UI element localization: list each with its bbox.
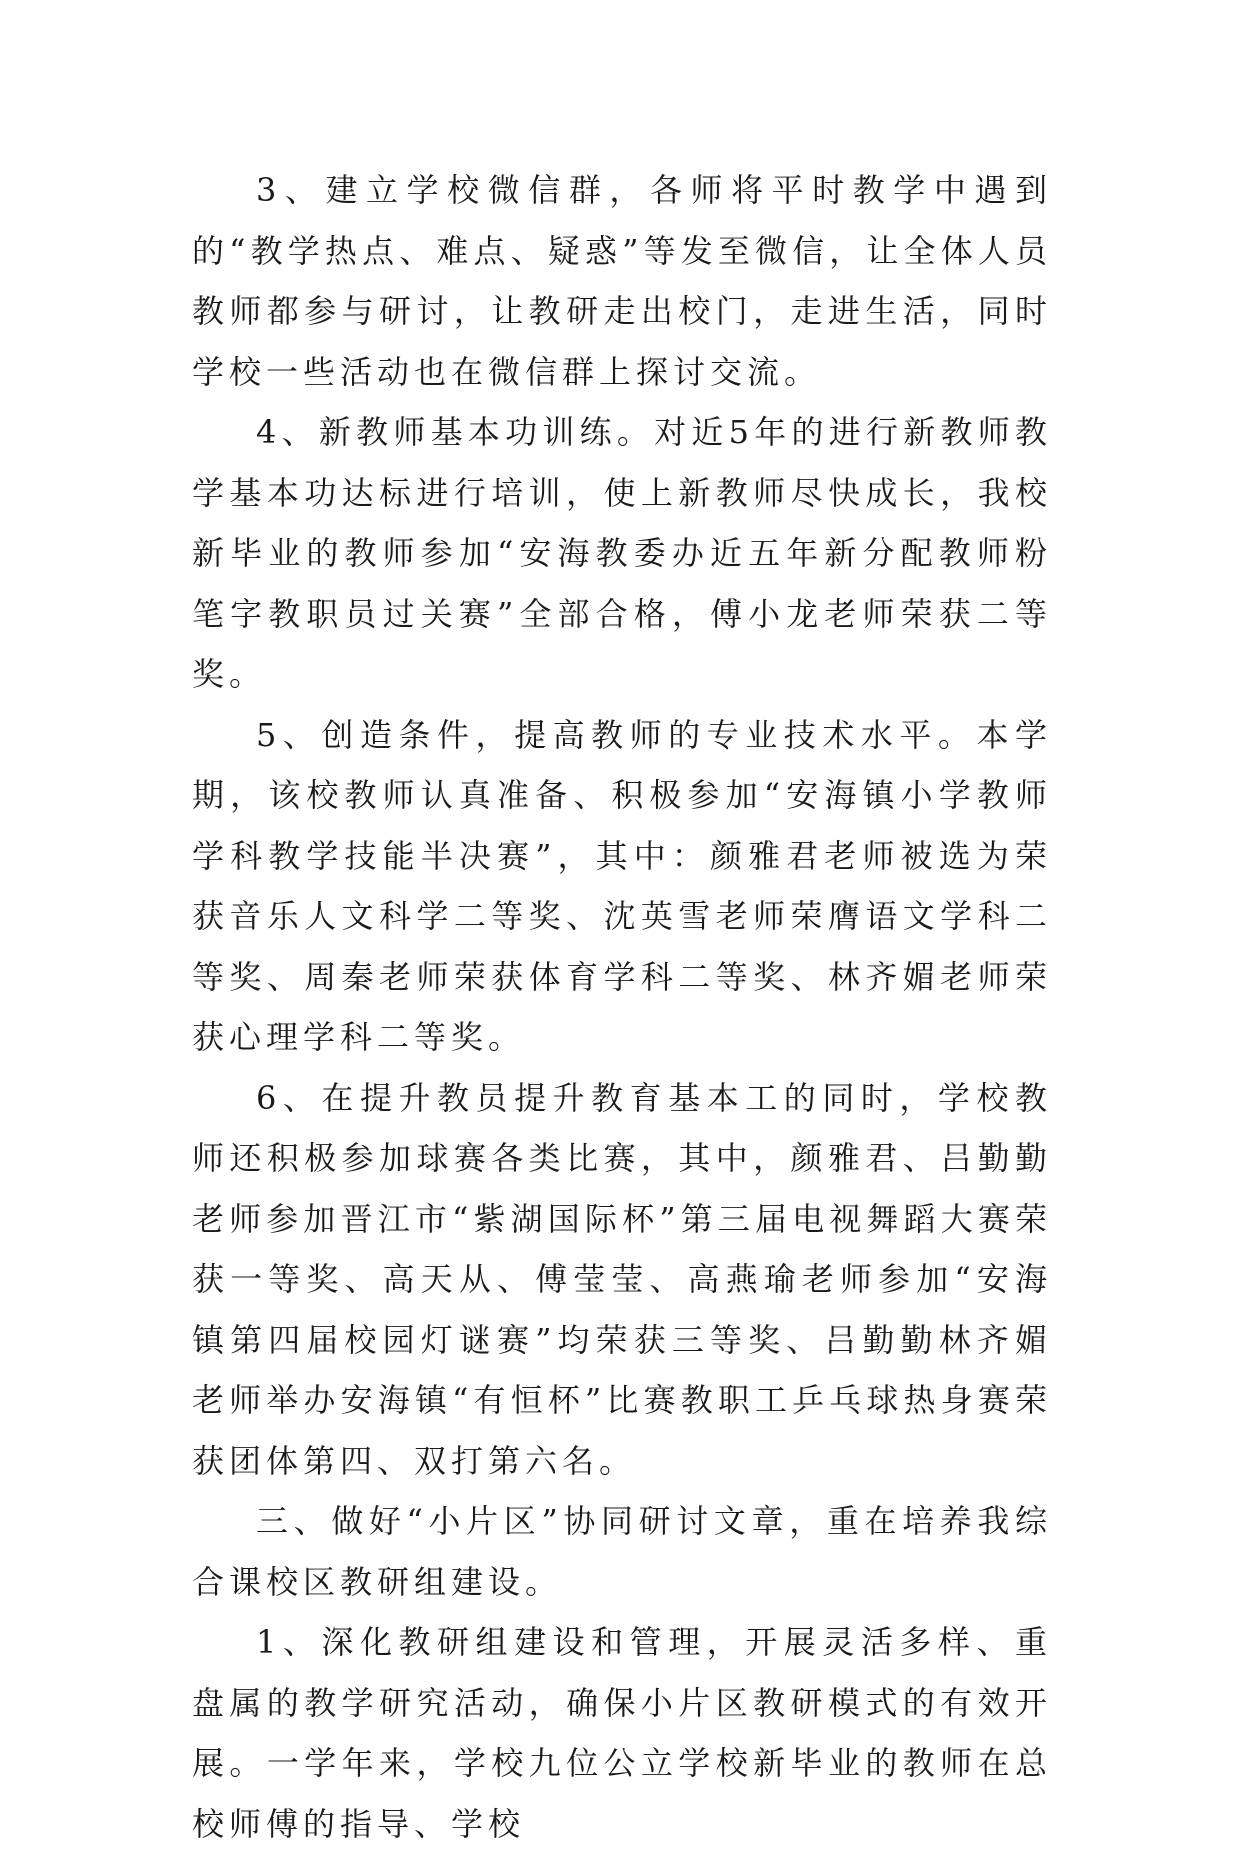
paragraph-new-teacher-training: 4、新教师基本功训练。对近5年的进行新教师教学基本功达标进行培训，使上新教师尽快成长，我校新毕业的教师参加“安海教委办近五年新分配教师粉笔字教职员过关赛”全部合格，傅小龙老师荣获二等奖。 [192,413,1052,693]
paragraph-competitions: 6、在提升教员提升教育基本工的同时，学校教师还积极参加球赛各类比赛，其中，颜雅君、吕勤勤老师参加晋江市“紫湖国际杯”第三届电视舞蹈大赛荣获一等奖、高天从、傅莹莹、高燕瑜老师参加“安海镇第四届校园灯谜赛”均荣获三等奖、吕勤勤林齐媚老师举办安海镇“有恒杯”比赛教职工乒乓球热身赛荣获团体第四、双打第六名。 [192,1078,1052,1480]
paragraph-professional-skills: 5、创造条件，提高教师的专业技术水平。本学期，该校教师认真准备、积极参加“安海镇小学教师学科教学技能半决赛”，其中：颜雅君老师被选为荣获音乐人文科学二等奖、沈英雪老师荣膺语文学科二等奖、周秦老师荣获体育学科二等奖、林齐媚老师荣获心理学科二等奖。 [192,715,1052,1056]
paragraph-wechat-group: 3、建立学校微信群，各师将平时教学中遇到的“教学热点、难点、疑惑”等发至微信，让全体人员教师都参与研讨，让教研走出校门，走进生活，同时学校一些活动也在微信群上探讨交流。 [192,171,1052,391]
document-body [192,160,1052,1854]
paragraph-teaching-research: 1、深化教研组建设和管理，开展灵活多样、重盘属的教学研究活动，确保小片区教研模式的有效开展。一学年来，学校九位公立学校新毕业的教师在总校师傅的指导、学校 [192,1623,1052,1843]
section-heading-small-district: 三、做好“小片区”协同研讨文章，重在培养我综合课校区教研组建设。 [192,1502,1052,1601]
